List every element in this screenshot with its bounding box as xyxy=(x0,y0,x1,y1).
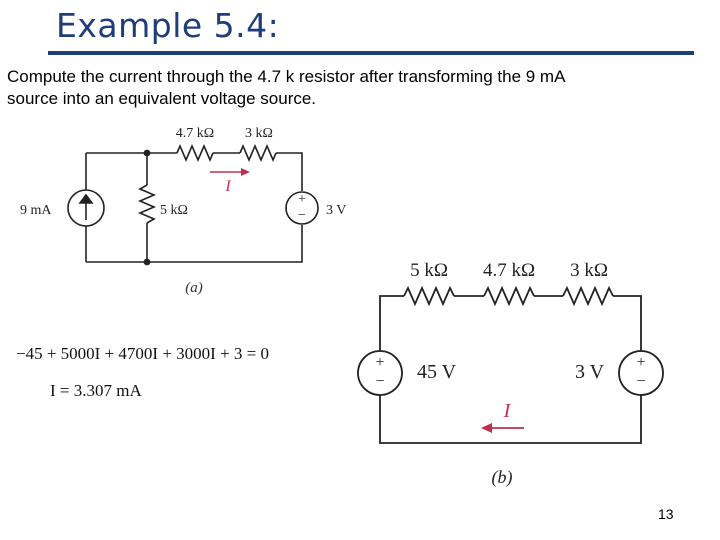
current-arrowhead-a-icon xyxy=(241,168,250,176)
minus-sign-icon: − xyxy=(636,373,646,390)
label-9ma: 9 mA xyxy=(20,203,52,218)
label-3v-b: 3 V xyxy=(575,361,605,383)
circuit-b-right-wire-top xyxy=(613,296,641,351)
current-arrowhead-b-icon xyxy=(481,423,492,433)
label-3k-b: 3 kΩ xyxy=(570,260,608,281)
label-45v: 45 V xyxy=(417,361,457,383)
circuit-a-top-wire-right xyxy=(276,153,302,191)
label-5k-b: 5 kΩ xyxy=(410,260,448,281)
circuit-b-bottom-wire xyxy=(380,395,641,443)
plus-sign-icon: + xyxy=(636,354,646,371)
circuit-b xyxy=(358,288,663,443)
label-3k-a: 3 kΩ xyxy=(245,126,273,141)
circuit-a xyxy=(68,146,318,265)
caption-a: (a) xyxy=(185,280,203,296)
resistor-5k-a xyxy=(140,185,154,223)
minus-sign-icon: − xyxy=(375,373,385,390)
plus-sign-icon: + xyxy=(298,192,306,207)
label-current-b: I xyxy=(503,400,511,422)
resistor-3k-a xyxy=(240,146,276,160)
label-3v-a: 3 V xyxy=(326,203,347,218)
label-4-7k-a: 4.7 kΩ xyxy=(175,126,215,141)
result-equation: I = 3.307 mA xyxy=(50,381,142,400)
circuit-a-bottom-wire xyxy=(86,225,302,262)
resistor-4-7k-b xyxy=(484,288,534,304)
caption-b: (b) xyxy=(491,467,513,487)
page-number: 13 xyxy=(658,506,674,522)
label-current-a: I xyxy=(225,178,231,195)
node-dot-bottom xyxy=(144,259,149,264)
slide-title: Example 5.4: xyxy=(56,6,280,45)
resistor-5k-b xyxy=(404,288,454,304)
problem-line-1: Compute the current through the 4.7 k resistor after transforming the 9 mA xyxy=(7,67,566,86)
current-source-arrowhead-icon xyxy=(80,195,92,203)
label-5k-a: 5 kΩ xyxy=(160,203,188,218)
circuit-b-left-wire-top xyxy=(380,296,404,351)
kvl-equation: −45 + 5000I + 4700I + 3000I + 3 = 0 xyxy=(16,344,270,363)
minus-sign-icon: − xyxy=(298,208,306,223)
resistor-3k-b xyxy=(563,288,613,304)
problem-line-2: source into an equivalent voltage source. xyxy=(7,89,317,108)
label-4-7k-b: 4.7 kΩ xyxy=(482,260,536,281)
node-dot-top xyxy=(144,150,149,155)
resistor-4-7k-a xyxy=(177,146,213,160)
plus-sign-icon: + xyxy=(375,354,385,371)
